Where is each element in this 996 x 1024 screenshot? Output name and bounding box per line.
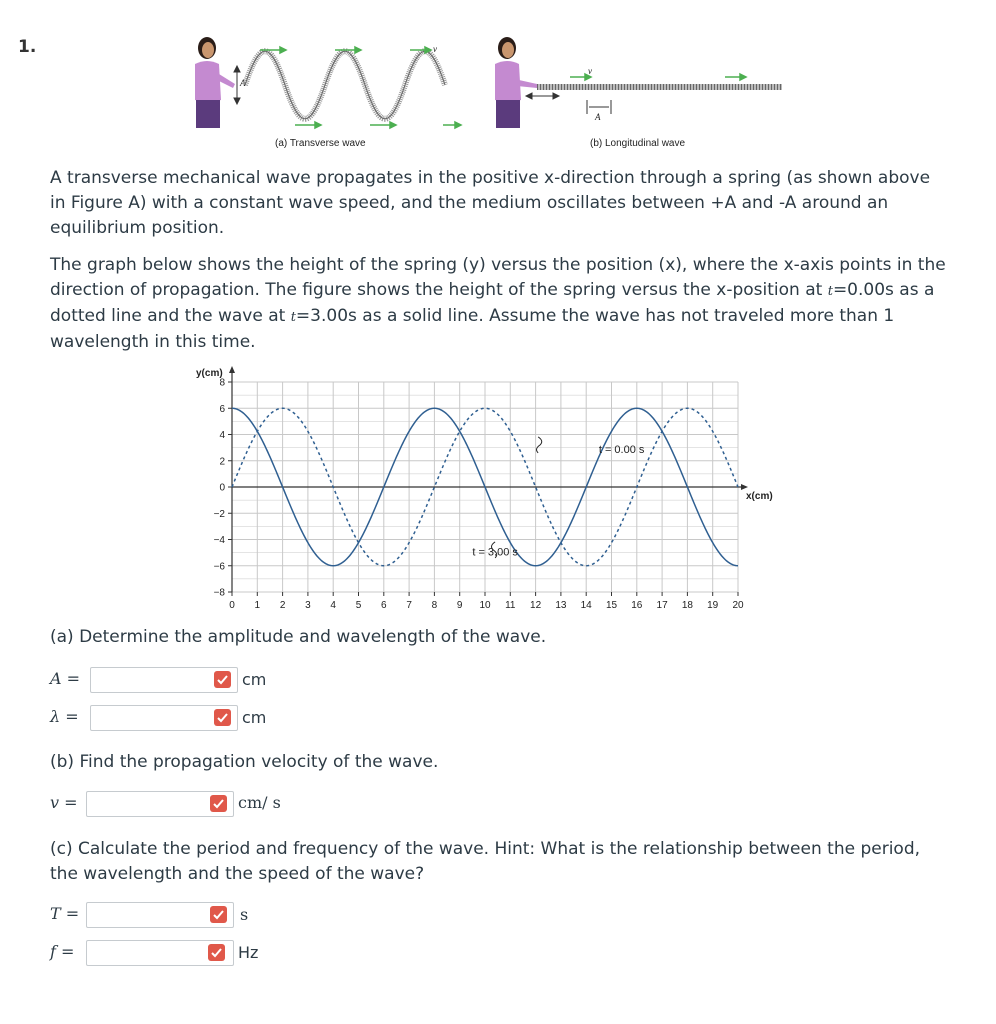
period-unit: s bbox=[240, 905, 249, 924]
frequency-label: f = bbox=[50, 942, 75, 961]
x-tick-label: 3 bbox=[305, 600, 311, 611]
wavelength-label: λ = bbox=[50, 707, 79, 726]
person-icon-a bbox=[195, 37, 235, 128]
intro-paragraph-1: A transverse mechanical wave propagates in the positive x-direction through a spring (as shown above in Figure A) with a constant wave speed, and the medium oscillates between +A and -A around an equilibrium position. bbox=[50, 168, 931, 238]
x-tick-label: 9 bbox=[456, 600, 463, 611]
annotation-pointer bbox=[537, 437, 542, 453]
period-label: T = bbox=[50, 904, 80, 923]
x-tick-label: 19 bbox=[707, 600, 719, 611]
velocity-unit: cm/ s bbox=[238, 793, 281, 812]
amplitude-unit: cm bbox=[242, 670, 267, 689]
x-tick-label: 4 bbox=[330, 600, 336, 611]
check-icon bbox=[208, 944, 225, 961]
wave-chart bbox=[185, 360, 790, 620]
check-icon bbox=[214, 671, 231, 688]
person-icon-b bbox=[495, 37, 537, 128]
x-tick-label: 18 bbox=[681, 600, 693, 611]
part-b-question: (b) Find the propagation velocity of the wave. bbox=[50, 752, 439, 772]
x-tick-label: 16 bbox=[631, 600, 643, 611]
y-tick-label: −4 bbox=[213, 535, 225, 546]
part-c-question: (c) Calculate the period and frequency of the wave. Hint: What is the relationship between the period, the wavelength and the speed of the wave? bbox=[50, 839, 921, 884]
svg-text:A: A bbox=[595, 112, 601, 122]
x-tick-label: 17 bbox=[656, 600, 668, 611]
part-a-question: (a) Determine the amplitude and wavelength of the wave. bbox=[50, 627, 547, 647]
x-tick-label: 1 bbox=[254, 600, 261, 611]
x-axis-label: x(cm) bbox=[746, 491, 773, 502]
caption-transverse: (a) Transverse wave bbox=[275, 138, 366, 149]
wave-illustration bbox=[185, 30, 795, 155]
y-axis-arrow bbox=[229, 366, 235, 373]
x-tick-label: 15 bbox=[605, 600, 618, 611]
y-axis-label: y(cm) bbox=[196, 368, 223, 379]
frequency-unit: Hz bbox=[238, 943, 259, 962]
intro-paragraph-2: The graph below shows the height of the spring (y) versus the position (x), where the x-axis points in the direction of propagation. The figure shows the height of the spring versus the x-position at t=0.00s as a dotted line and the wave at t=3.00s as a solid line. Assume the wave has not traveled more than 1 wavelength in this time. bbox=[50, 255, 946, 352]
y-tick-label: 4 bbox=[219, 430, 225, 441]
annotation-label: t = 0.00 s bbox=[598, 443, 645, 456]
x-tick-label: 11 bbox=[505, 600, 516, 611]
x-tick-label: 6 bbox=[381, 600, 387, 611]
check-icon bbox=[210, 906, 227, 923]
check-icon bbox=[214, 709, 231, 726]
y-tick-label: −6 bbox=[213, 561, 225, 573]
wavelength-unit: cm bbox=[242, 708, 267, 727]
x-axis-arrow bbox=[741, 484, 748, 490]
x-tick-label: 10 bbox=[479, 600, 491, 611]
x-tick-label: 5 bbox=[355, 600, 362, 611]
x-tick-label: 2 bbox=[279, 600, 286, 611]
y-tick-label: 6 bbox=[219, 403, 225, 415]
wave-figure bbox=[185, 30, 795, 155]
x-tick-label: 0 bbox=[229, 600, 235, 611]
y-tick-label: 0 bbox=[219, 482, 225, 494]
x-tick-label: 12 bbox=[530, 600, 542, 611]
y-tick-label: −8 bbox=[213, 587, 225, 599]
velocity-label: v = bbox=[50, 793, 78, 812]
amplitude-label-icon: A bbox=[240, 78, 246, 88]
svg-text:v: v bbox=[588, 66, 592, 76]
annotation-label: t = 3.00 s bbox=[472, 546, 518, 559]
amplitude-label: A = bbox=[50, 669, 81, 688]
x-tick-label: 8 bbox=[431, 600, 438, 611]
y-tick-label: 2 bbox=[219, 456, 225, 468]
x-tick-label: 7 bbox=[406, 600, 412, 611]
caption-longitudinal: (b) Longitudinal wave bbox=[590, 138, 686, 149]
x-tick-label: 14 bbox=[580, 600, 592, 611]
wave-graph bbox=[185, 360, 790, 620]
svg-text:v: v bbox=[433, 44, 437, 54]
x-tick-label: 13 bbox=[555, 600, 567, 611]
x-tick-label: 20 bbox=[732, 600, 744, 611]
question-number: 1. bbox=[18, 37, 37, 57]
y-tick-label: 8 bbox=[219, 377, 225, 389]
y-tick-label: −2 bbox=[213, 508, 225, 520]
check-icon bbox=[210, 795, 227, 812]
